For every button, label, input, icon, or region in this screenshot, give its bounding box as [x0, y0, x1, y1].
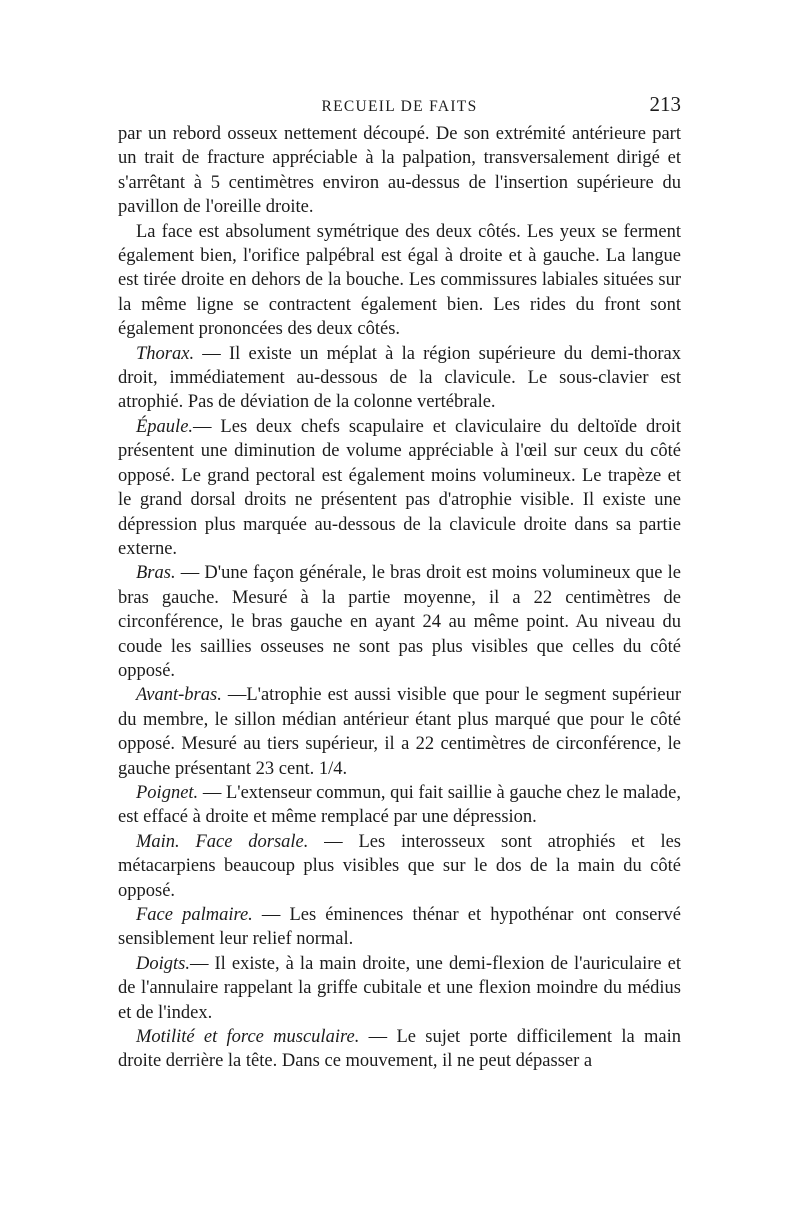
paragraph-lead: Bras.: [136, 563, 176, 584]
paragraph: [118, 781, 681, 830]
paragraph: [118, 220, 681, 342]
page-body: [118, 122, 681, 1074]
paragraph-lead: Épaule.: [136, 416, 194, 437]
paragraph-text: — Les éminences thénar et hypothénar ont conservé sensiblement leur relief normal.: [118, 905, 682, 950]
paragraph-text: par un rebord osseux nettement découpé. De son extrémité antérieure part un trait de fracture appréciable à la palpation, transversalement dirigé et s'arrêtant à 5 centimètres environ au-dessus de l'insertion supérieure du pavillon de l'oreille droite.: [118, 124, 681, 218]
paragraph-text: — Il existe un méplat à la région supérieure du demi-thorax droit, immédiatement au-dessous de la clavicule. Le sous-clavier est atrophié. Pas de déviation de la colonne vertébrale.: [118, 343, 681, 413]
paragraph: [118, 342, 681, 415]
paragraph-text: — Il existe, à la main droite, une demi-flexion de l'auriculaire et de l'annulaire rappelant la griffe cubitale et une flexion moindre du médius et de l'index.: [118, 953, 681, 1023]
paragraph-lead: Doigts.: [136, 953, 190, 974]
paragraph-lead: Avant-bras.: [136, 685, 222, 706]
paragraph: [118, 952, 681, 1025]
paragraph-lead: Main. Face dorsale.: [136, 831, 309, 852]
paragraph: [118, 122, 681, 220]
paragraph-text: —L'atrophie est aussi visible que pour le segment supérieur du membre, le sillon médian antérieur étant plus marqué que pour le côté opposé. Mesuré au tiers supérieur, il a 22 centimètres de circonférence, le gauche présentant 23 cent. 1/4.: [118, 685, 681, 779]
paragraph-text: — Les deux chefs scapulaire et claviculaire du deltoïde droit présentent une diminution de volume appréciable à l'œil sur ceux du côté opposé. Le grand pectoral est également moins volumineux. Le trapèze et le grand dorsal droits ne présentent pas d'atrophie visible. Il existe une dépression plus marquée au-dessous de la clavicule droite dans sa partie externe.: [118, 416, 681, 559]
paragraph-lead: Face palmaire.: [136, 905, 253, 925]
paragraph: [118, 415, 681, 561]
paragraph-text: — Les interosseux sont atrophiés et les métacarpiens beaucoup plus visibles que sur le dos de la main du côté opposé.: [118, 831, 681, 901]
page-header: [118, 92, 681, 122]
paragraph: [118, 683, 681, 781]
paragraph-lead: Poignet.: [136, 782, 199, 803]
paragraph-text: — L'extenseur commun, qui fait saillie à gauche chez le malade, est effacé à droite et même remplacé par une dépression.: [118, 782, 681, 828]
running-title: RECUEIL DE FAITS: [321, 98, 478, 115]
paragraph: [118, 903, 681, 952]
paragraph-text: — Le sujet porte difficilement la main droite derrière la tête. Dans ce mouvement, il ne peut dépasser a: [118, 1027, 681, 1072]
page-number: 213: [649, 92, 681, 116]
paragraph: [118, 1025, 681, 1074]
paragraph-lead: Thorax.: [136, 343, 195, 364]
paragraph: [118, 561, 681, 683]
paragraph-text: — D'une façon générale, le bras droit est moins volumineux que le bras gauche. Mesuré à la partie moyenne, il a 22 centimètres de circonférence, le bras gauche en ayant 24 au même point. Au niveau du coude les saillies osseuses ne sont pas plus visibles que celles du côté opposé.: [118, 563, 681, 681]
paragraph-lead: Motilité et force musculaire.: [136, 1027, 360, 1048]
paragraph-text: La face est absolument symétrique des deux côtés. Les yeux se ferment également bien, l'orifice palpébral est égal à droite et à gauche. La langue est tirée droite en dehors de la bouche. Les commissures labiales situées sur la même ligne se contractent également bien. Les rides du front sont également prononcées des deux côtés.: [118, 221, 681, 340]
paragraph: [118, 830, 681, 903]
